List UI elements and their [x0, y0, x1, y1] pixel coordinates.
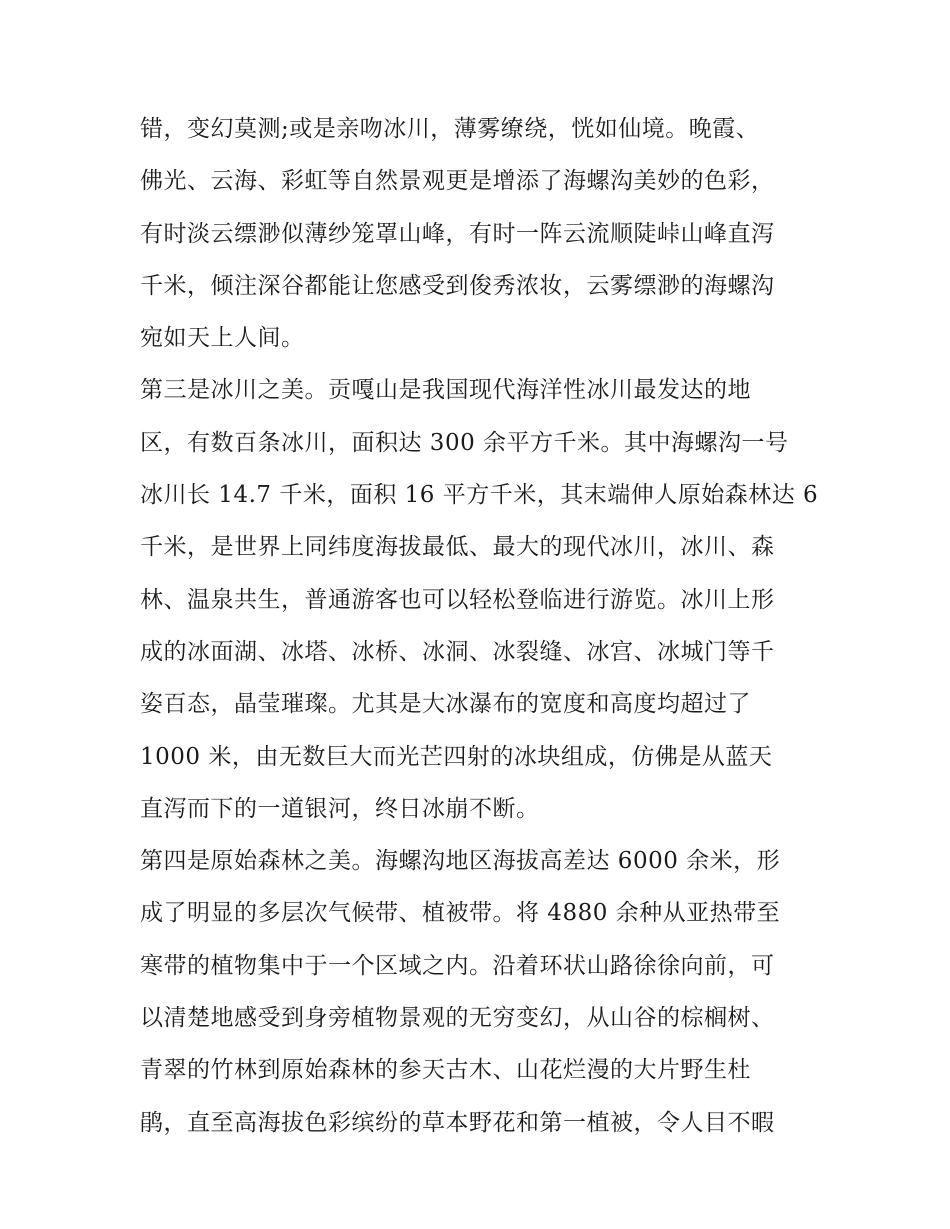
- text-line: 寒带的植物集中于一个区域之内。沿着环状山路徐徐向前，可: [140, 952, 775, 979]
- text-line: 第三是冰川之美。贡嘎山是我国现代海洋性冰川最发达的地: [140, 377, 751, 404]
- text-line: 第四是原始森林之美。海螺沟地区海拔高差达 6000 余米，形: [140, 848, 781, 875]
- text-line: 青翠的竹林到原始森林的参天古木、山花烂漫的大片野生杜: [140, 1057, 751, 1084]
- text-line: 成了明显的多层次气候带、植被带。将 4880 余种从亚热带至: [140, 900, 781, 927]
- text-line: 千米，倾注深谷都能让您感受到俊秀浓妆，云雾缥渺的海螺沟: [140, 272, 775, 299]
- text-line: 1000 米，由无数巨大而光芒四射的冰块组成，仿佛是从蓝天: [140, 743, 773, 770]
- text-line: 宛如天上人间。: [140, 325, 305, 352]
- text-line: 有时淡云缥渺似薄纱笼罩山峰，有时一阵云流顺陡峠山峰直泻: [140, 220, 775, 247]
- text-line: 佛光、云海、彩虹等自然景观更是增添了海螺沟美妙的色彩，: [140, 168, 775, 195]
- text-line: 鹃，直至高海拔色彩缤纷的草本野花和第一植被，令人目不暇: [140, 1109, 775, 1136]
- text-line: 区，有数百条冰川，面积达 300 余平方千米。其中海螺沟一号: [140, 429, 789, 456]
- text-line: 直泻而下的一道银河，终日冰崩不断。: [140, 795, 540, 822]
- text-line: 以清楚地感受到身旁植物景观的无穷变幻，从山谷的棕榈树、: [140, 1005, 775, 1032]
- text-line: 姿百态，晶莹璀璨。尤其是大冰瀑布的宽度和高度均超过了: [140, 691, 751, 718]
- text-line: 冰川长 14.7 千米，面积 16 平方千米，其末端伸人原始森林达 6: [140, 482, 819, 509]
- body-text: [140, 103, 820, 1149]
- text-line: 林、温泉共生，普通游客也可以轻松登临进行游览。冰川上形: [140, 586, 775, 613]
- text-line: 错，变幻莫测;或是亲吻冰川，薄雾缭绕，恍如仙境。晚霞、: [140, 116, 760, 142]
- text-line: 千米，是世界上同纬度海拔最低、最大的现代冰川，冰川、森: [140, 534, 775, 561]
- text-line: 成的冰面湖、冰塔、冰桥、冰洞、冰裂缝、冰宫、冰城门等千: [140, 638, 775, 665]
